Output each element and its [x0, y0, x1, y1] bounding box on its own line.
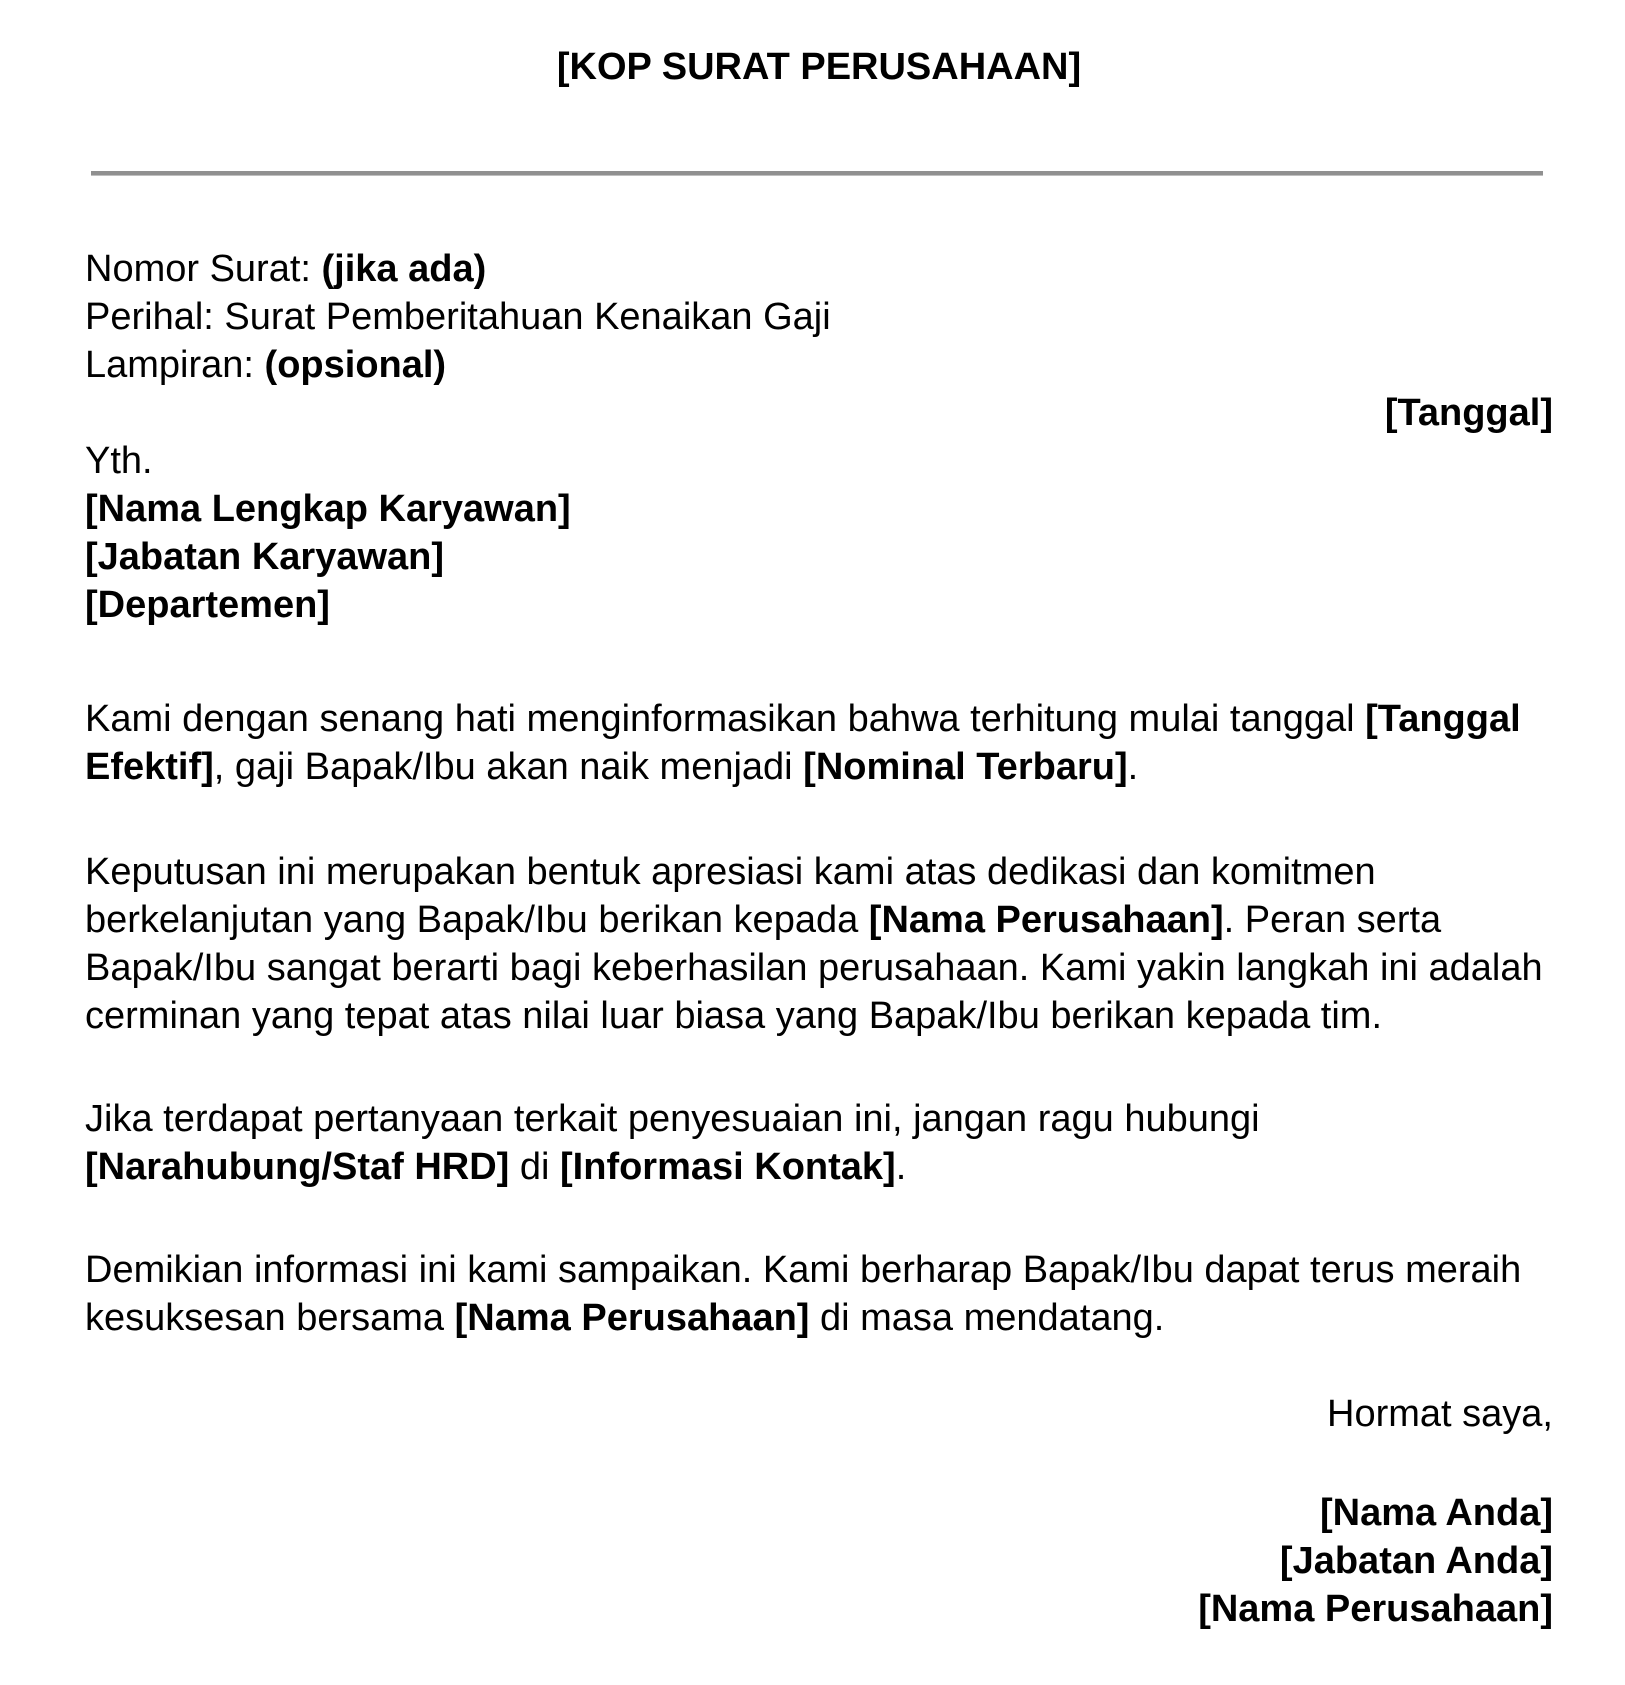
text-segment: kesuksesan bersama [85, 1297, 455, 1339]
text-line [85, 533, 1553, 581]
date-line [85, 389, 1553, 437]
placeholder-text: (opsional) [264, 344, 447, 386]
placeholder-text: [Jabatan Anda] [1279, 1540, 1553, 1582]
signature-block [85, 1489, 1553, 1633]
text-segment: . Peran serta [1223, 899, 1442, 941]
closing-salutation [85, 1390, 1553, 1438]
text-line [85, 1143, 1553, 1191]
paragraph-closing-statement [85, 1246, 1553, 1342]
text-segment: Kami dengan senang hati menginformasikan bahwa terhitung mulai tanggal [85, 698, 1366, 740]
placeholder-text: [Jabatan Karyawan] [85, 536, 445, 578]
meta-block [85, 245, 1553, 389]
text-line [85, 743, 1553, 791]
placeholder-text: [Nama Anda] [1320, 1492, 1553, 1534]
text-segment: . [895, 1146, 907, 1188]
text-line [85, 896, 1553, 944]
text-line [85, 992, 1553, 1040]
text-line [85, 1246, 1553, 1294]
text-segment: Jika terdapat pertanyaan terkait penyesuaian ini, jangan ragu hubungi [85, 1098, 1260, 1140]
text-line [85, 695, 1553, 743]
placeholder-text: [Nama Perusahaan] [1198, 1588, 1553, 1630]
text-segment: Demikian informasi ini kami sampaikan. Kami berharap Bapak/Ibu dapat terus meraih [85, 1249, 1522, 1291]
text-line [85, 1294, 1553, 1342]
placeholder-text: [Informasi Kontak] [560, 1146, 896, 1188]
placeholder-text: [Departemen] [85, 584, 330, 626]
placeholder-text: (jika ada) [321, 248, 487, 290]
paragraph-contact [85, 1095, 1553, 1191]
placeholder-text: [Nominal Terbaru] [803, 746, 1128, 788]
letterhead-divider [91, 171, 1543, 176]
text-line [85, 389, 1553, 437]
placeholder-text: [Nama Lengkap Karyawan] [85, 488, 571, 530]
text-line [85, 581, 1553, 629]
text-line [85, 1585, 1553, 1633]
text-line [85, 1537, 1553, 1585]
placeholder-text: [Nama Perusahaan] [454, 1297, 810, 1339]
letterhead-title: [KOP SURAT PERUSAHAAN] [556, 46, 1082, 88]
text-segment: di [509, 1146, 561, 1188]
text-segment: Bapak/Ibu sangat berarti bagi keberhasilan perusahaan. Kami yakin langkah ini adalah [85, 947, 1543, 989]
placeholder-text: [Tanggal [1365, 698, 1521, 740]
placeholder-text: [Tanggal] [1384, 392, 1553, 434]
paragraph-appreciation [85, 848, 1553, 1040]
text-segment: Lampiran: [85, 344, 265, 386]
text-segment: berkelanjutan yang Bapak/Ibu berikan kepada [85, 899, 869, 941]
text-segment: Nomor Surat: [85, 248, 322, 290]
text-line [85, 1489, 1553, 1537]
paragraph-salary-increase [85, 695, 1553, 791]
text-line [85, 1390, 1553, 1438]
text-segment: Perihal: Surat Pemberitahuan Kenaikan Gaji [85, 296, 831, 338]
text-segment: Hormat saya, [1327, 1393, 1553, 1435]
text-segment: , gaji Bapak/Ibu akan naik menjadi [213, 746, 804, 788]
text-line [85, 245, 1553, 293]
placeholder-text: [Nama Perusahaan] [868, 899, 1224, 941]
text-segment: cerminan yang tepat atas nilai luar biasa yang Bapak/Ibu berikan kepada tim. [85, 995, 1383, 1037]
text-line [85, 485, 1553, 533]
text-segment: . [1127, 746, 1139, 788]
text-line [85, 341, 1553, 389]
placeholder-text: Efektif] [85, 746, 214, 788]
text-line [85, 848, 1553, 896]
text-line [85, 293, 1553, 341]
text-line [85, 944, 1553, 992]
text-segment: Yth. [85, 440, 153, 482]
text-line [85, 1095, 1553, 1143]
text-segment: Keputusan ini merupakan bentuk apresiasi kami atas dedikasi dan komitmen [85, 851, 1376, 893]
recipient-block [85, 437, 1553, 629]
text-segment: di masa mendatang. [809, 1297, 1165, 1339]
placeholder-text: [Narahubung/Staf HRD] [85, 1146, 510, 1188]
text-line [85, 437, 1553, 485]
